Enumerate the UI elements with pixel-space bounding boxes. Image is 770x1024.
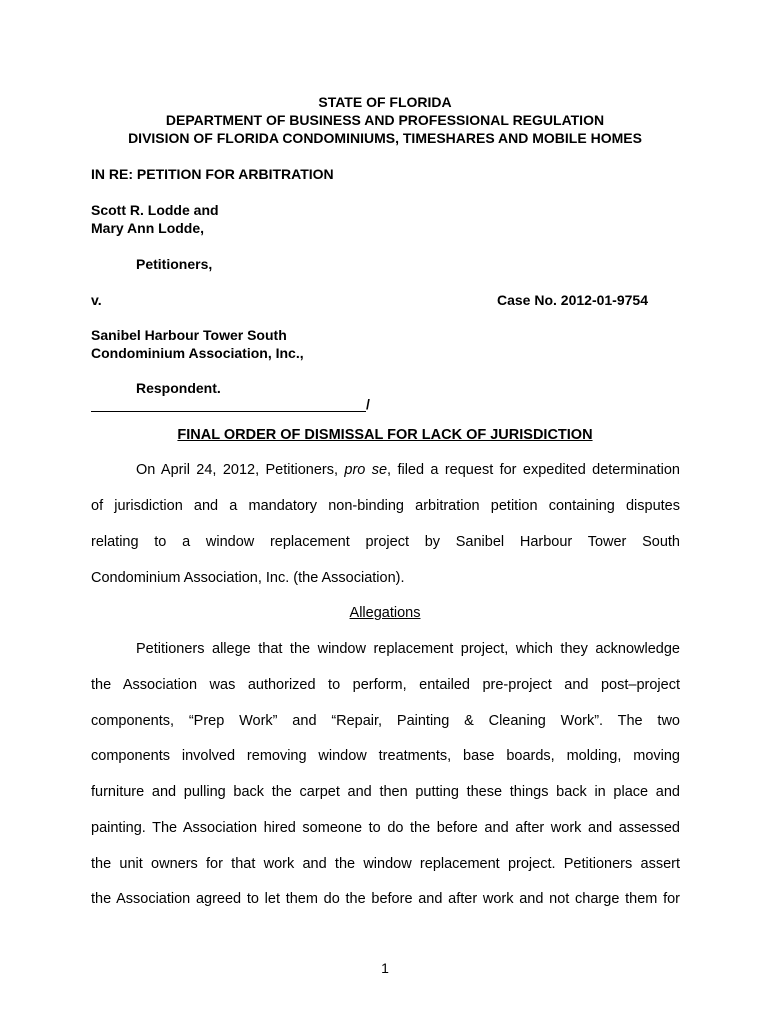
caption-versus: v. bbox=[91, 292, 102, 308]
paragraph2-line8: the Association agreed to let them do the before and after work and not charge them for bbox=[91, 891, 680, 907]
paragraph1-line1-before: On April 24, 2012, Petitioners, bbox=[136, 462, 345, 478]
page-number: 1 bbox=[381, 960, 389, 976]
header-state: STATE OF FLORIDA bbox=[318, 94, 452, 110]
paragraph2-line4: components involved removing window treatments, base boards, molding, moving bbox=[91, 748, 680, 764]
case-number: Case No. 2012-01-9754 bbox=[497, 292, 648, 308]
paragraph2-line2: the Association was authorized to perform, entailed pre-project and post–project bbox=[91, 677, 680, 693]
paragraph2-line5: furniture and pulling back the carpet and then putting these things back in place and bbox=[91, 784, 680, 800]
caption-respondent-line2: Condominium Association, Inc., bbox=[91, 345, 304, 361]
section-heading-allegations: Allegations bbox=[349, 605, 421, 621]
header-department: DEPARTMENT OF BUSINESS AND PROFESSIONAL REGULATION bbox=[165, 112, 605, 128]
caption-in-re: IN RE: PETITION FOR ARBITRATION bbox=[91, 166, 334, 182]
paragraph1-line1 bbox=[136, 462, 680, 478]
paragraph2-line7: the unit owners for that work and the window replacement project. Petitioners assert bbox=[91, 856, 680, 872]
caption-petitioner-line1: Scott R. Lodde and bbox=[91, 202, 219, 218]
paragraph1-line1-after: , filed a request for expedited determination bbox=[387, 462, 680, 478]
caption-respondent-label: Respondent. bbox=[136, 380, 221, 396]
caption-petitioners-label: Petitioners, bbox=[136, 256, 213, 272]
paragraph2-line3: components, “Prep Work” and “Repair, Painting & Cleaning Work”. The two bbox=[91, 713, 680, 729]
paragraph1-line2: of jurisdiction and a mandatory non-binding arbitration petition containing disputes bbox=[91, 498, 680, 514]
paragraph2-line1: Petitioners allege that the window replacement project, which they acknowledge bbox=[136, 641, 680, 657]
paragraph1-line4: Condominium Association, Inc. (the Association). bbox=[91, 570, 405, 586]
signature-line bbox=[91, 411, 366, 412]
paragraph1-pro-se: pro se bbox=[344, 462, 388, 478]
paragraph1-line3: relating to a window replacement project by Sanibel Harbour Tower South bbox=[91, 534, 680, 550]
order-title: FINAL ORDER OF DISMISSAL FOR LACK OF JURISDICTION bbox=[177, 427, 593, 443]
caption-respondent-line1: Sanibel Harbour Tower South bbox=[91, 327, 287, 343]
paragraph2-line6: painting. The Association hired someone to do the before and after work and assessed bbox=[91, 820, 680, 836]
caption-slash: / bbox=[366, 396, 370, 412]
caption-petitioner-line2: Mary Ann Lodde, bbox=[91, 220, 205, 236]
header-division: DIVISION OF FLORIDA CONDOMINIUMS, TIMESHARES AND MOBILE HOMES bbox=[128, 130, 642, 146]
